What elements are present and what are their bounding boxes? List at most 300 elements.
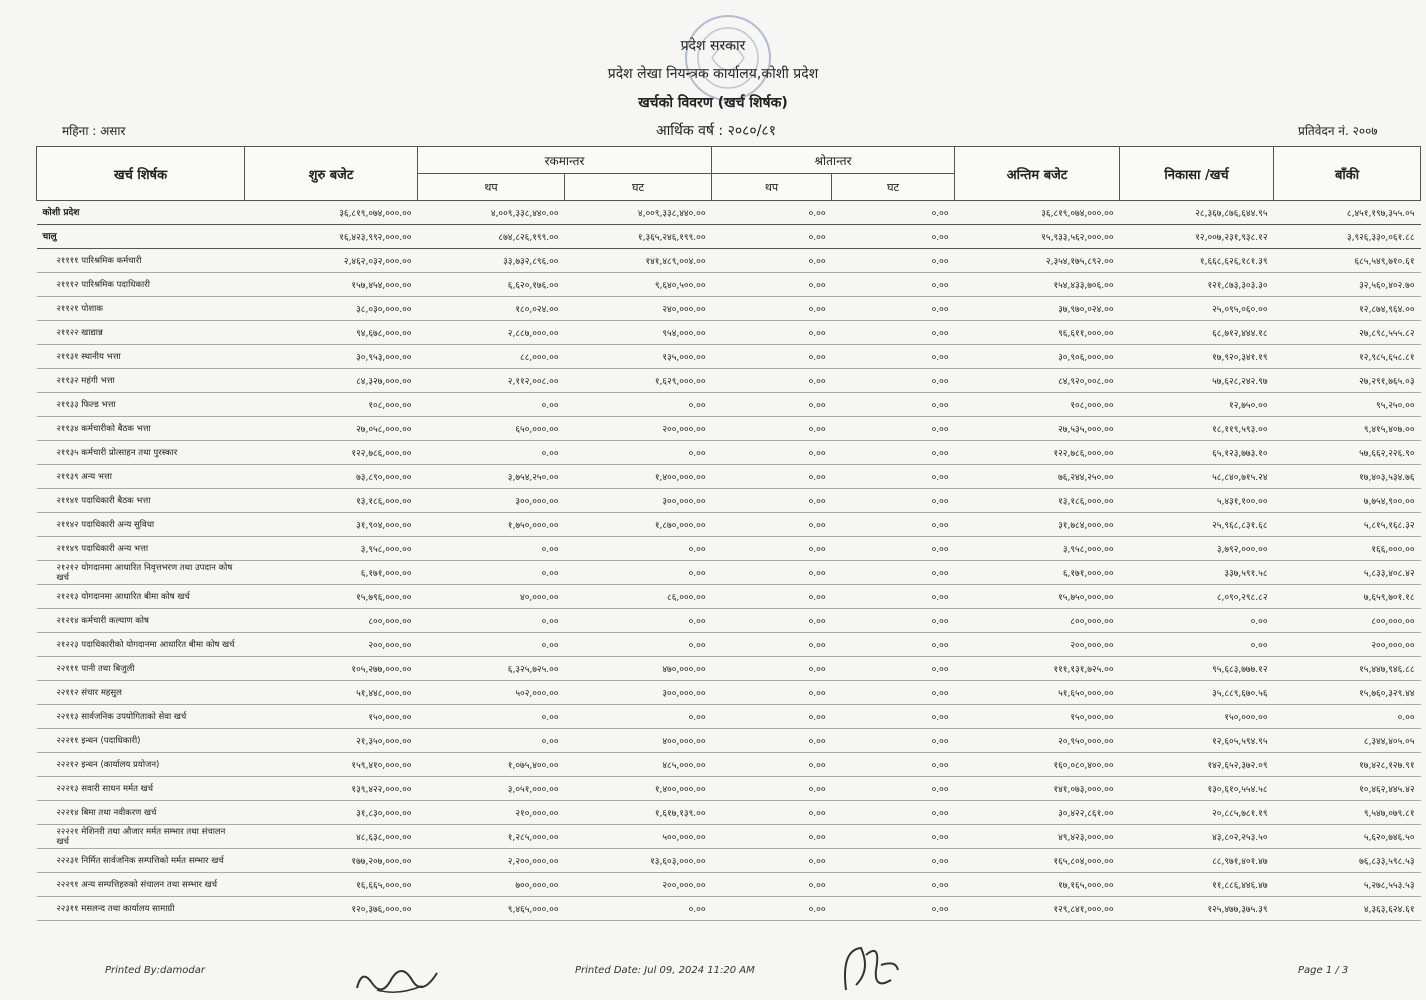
row-initial-budget: ३०,९५३,०००.००: [245, 345, 418, 369]
row-heading: २२२३१ निर्मित सार्वजनिक सम्पत्तिको मर्मत सम्भार खर्च: [37, 849, 245, 873]
row-source-reduce: ०.००: [832, 393, 955, 417]
row-balance: ८,३४४,४०५.०५: [1274, 729, 1421, 753]
col-heading: खर्च शिर्षक: [37, 147, 245, 201]
row-balance: ६८५,५४९,७१०.६१: [1274, 249, 1421, 273]
row-heading: २११२१ पोशाक: [37, 297, 245, 321]
row-transfer-add: ३००,०००.००: [418, 489, 565, 513]
row-source-add: ०.००: [712, 801, 832, 825]
row-final-budget: ९६,६११,०००.००: [955, 321, 1120, 345]
row-heading: २११३९ अन्य भत्ता: [37, 465, 245, 489]
row-initial-budget: १६,४२३,९९२,०००.००: [245, 225, 418, 249]
row-heading: २११४२ पदाधिकारी अन्य सुविधा: [37, 513, 245, 537]
row-initial-budget: १५०,०००.००: [245, 705, 418, 729]
row-source-reduce: ०.००: [832, 537, 955, 561]
row-transfer-reduce: ३००,०००.००: [565, 681, 712, 705]
row-transfer-add: ६,३२५,७२५.००: [418, 657, 565, 681]
row-source-add: ०.००: [712, 369, 832, 393]
row-final-budget: १२२,७८६,०००.००: [955, 441, 1120, 465]
row-transfer-reduce: ८६,०००.००: [565, 585, 712, 609]
row-heading: २२२१३ सवारी साधन मर्मत खर्च: [37, 777, 245, 801]
row-transfer-reduce: १,४००,०००.००: [565, 777, 712, 801]
row-release: १२,००७,२३१,९३८.१२: [1120, 225, 1274, 249]
row-initial-budget: १३,१८६,०००.००: [245, 489, 418, 513]
row-transfer-reduce: १,४००,०००.००: [565, 465, 712, 489]
row-final-budget: ७६,२४४,२५०.००: [955, 465, 1120, 489]
row-heading: २११४९ पदाधिकारी अन्य भत्ता: [37, 537, 245, 561]
row-initial-budget: ८००,०००.००: [245, 609, 418, 633]
row-transfer-reduce: ०.००: [565, 393, 712, 417]
row-balance: ९५,२५०.००: [1274, 393, 1421, 417]
row-source-reduce: ०.००: [832, 345, 955, 369]
row-heading: २११११ पारिश्रमिक कर्मचारी: [37, 249, 245, 273]
row-source-add: ०.००: [712, 873, 832, 897]
row-final-budget: ६,१७१,०००.००: [955, 561, 1120, 585]
row-release: ६५,१२३,७७३.१०: [1120, 441, 1274, 465]
row-source-add: ०.००: [712, 705, 832, 729]
row-transfer-add: १८०,०२४.००: [418, 297, 565, 321]
row-transfer-reduce: २४०,०००.००: [565, 297, 712, 321]
row-final-budget: १४१,०७३,०००.००: [955, 777, 1120, 801]
government-seal-icon: [682, 12, 774, 104]
table-row: [37, 681, 1421, 705]
col-source-reduce: घट: [832, 174, 955, 201]
row-transfer-add: ०.००: [418, 561, 565, 585]
row-heading: २११३३ फिल्ड भत्ता: [37, 393, 245, 417]
row-transfer-add: ०.००: [418, 705, 565, 729]
row-heading: २१२१४ कर्मचारी कल्याण कोष: [37, 609, 245, 633]
row-transfer-add: ६५०,०००.००: [418, 417, 565, 441]
row-release: ९५,६८३,७७७.१२: [1120, 657, 1274, 681]
row-initial-budget: १०५,२७७,०००.००: [245, 657, 418, 681]
row-source-add: ०.००: [712, 441, 832, 465]
row-source-reduce: ०.००: [832, 825, 955, 849]
row-release: ०.००: [1120, 633, 1274, 657]
row-initial-budget: २,४६२,०३२,०००.००: [245, 249, 418, 273]
row-source-reduce: ०.००: [832, 489, 955, 513]
signature-left: [352, 958, 442, 998]
row-source-reduce: ०.००: [832, 441, 955, 465]
row-transfer-add: ०.००: [418, 609, 565, 633]
row-source-reduce: ०.००: [832, 729, 955, 753]
table-row: [37, 321, 1421, 345]
row-release: ०.००: [1120, 609, 1274, 633]
row-release: ५,४३१,१००.००: [1120, 489, 1274, 513]
row-initial-budget: २००,०००.००: [245, 633, 418, 657]
table-row: [37, 393, 1421, 417]
table-row: [37, 729, 1421, 753]
row-transfer-reduce: ४८५,०००.००: [565, 753, 712, 777]
row-transfer-reduce: ९,६४०,५००.००: [565, 273, 712, 297]
table-row: [37, 609, 1421, 633]
row-transfer-add: १,०७५,४००.००: [418, 753, 565, 777]
row-release: २०,८८५,७८१.१९: [1120, 801, 1274, 825]
row-heading: २११३१ स्थानीय भत्ता: [37, 345, 245, 369]
col-balance: बाँकी: [1274, 147, 1421, 201]
row-initial-budget: ४८,६३८,०००.००: [245, 825, 418, 849]
row-balance: १२,९८५,६५८.८१: [1274, 345, 1421, 369]
row-source-add: ०.००: [712, 201, 832, 225]
row-source-reduce: ०.००: [832, 201, 955, 225]
row-final-budget: ८००,०००.००: [955, 609, 1120, 633]
row-transfer-reduce: १४१,४८९,००४.००: [565, 249, 712, 273]
row-initial-budget: ३६,८१९,०७४,०००.००: [245, 201, 418, 225]
row-balance: १२,८७४,९६४.००: [1274, 297, 1421, 321]
row-final-budget: १५४,४३३,७०६.००: [955, 273, 1120, 297]
row-source-add: ०.००: [712, 609, 832, 633]
row-source-add: ०.००: [712, 465, 832, 489]
row-source-reduce: ०.००: [832, 465, 955, 489]
row-release: १,६६८,६२६,१८१.३९: [1120, 249, 1274, 273]
row-initial-budget: ५१,४४८,०००.००: [245, 681, 418, 705]
row-final-budget: ३६,८१९,०७४,०००.००: [955, 201, 1120, 225]
row-heading: २२११२ संचार महसुल: [37, 681, 245, 705]
row-source-reduce: ०.००: [832, 561, 955, 585]
row-source-reduce: ०.००: [832, 249, 955, 273]
row-final-budget: ५१,६५०,०००.००: [955, 681, 1120, 705]
printed-by: Printed By:damodar: [105, 965, 205, 976]
row-initial-budget: ८४,३२७,०००.००: [245, 369, 418, 393]
row-transfer-reduce: ०.००: [565, 561, 712, 585]
row-final-budget: ३१,७८४,०००.००: [955, 513, 1120, 537]
row-transfer-add: ०.००: [418, 633, 565, 657]
row-release: ८,०९०,२९८.८२: [1120, 585, 1274, 609]
row-transfer-reduce: १,८७०,०००.००: [565, 513, 712, 537]
row-source-reduce: ०.००: [832, 273, 955, 297]
row-transfer-add: २,८८७,०००.००: [418, 321, 565, 345]
row-source-reduce: ०.००: [832, 369, 955, 393]
table-row: [37, 825, 1421, 849]
row-final-budget: १५०,०००.००: [955, 705, 1120, 729]
row-source-add: ०.००: [712, 513, 832, 537]
row-heading: २११३४ कर्मचारीको बैठक भत्ता: [37, 417, 245, 441]
row-initial-budget: ७३,८९०,०००.००: [245, 465, 418, 489]
signature-right: [836, 940, 906, 998]
row-transfer-add: ९,४६५,०००.००: [418, 897, 565, 921]
table-row: [37, 585, 1421, 609]
row-source-reduce: ०.००: [832, 225, 955, 249]
row-source-reduce: ०.००: [832, 801, 955, 825]
row-source-reduce: ०.००: [832, 633, 955, 657]
row-transfer-add: ०.००: [418, 729, 565, 753]
row-release: १२५,४७७,३७५.३९: [1120, 897, 1274, 921]
row-transfer-reduce: ०.००: [565, 441, 712, 465]
row-release: १५०,०००.००: [1120, 705, 1274, 729]
row-source-reduce: ०.००: [832, 585, 955, 609]
row-source-add: ०.००: [712, 777, 832, 801]
row-transfer-reduce: २००,०००.००: [565, 873, 712, 897]
row-balance: २७,८९८,५५५.८२: [1274, 321, 1421, 345]
row-final-budget: ३७,९७०,०२४.००: [955, 297, 1120, 321]
row-transfer-add: २,११२,००८.००: [418, 369, 565, 393]
row-transfer-add: ८८,०००.००: [418, 345, 565, 369]
row-heading: २१२१३ योगदानमा आधारित बीमा कोष खर्च: [37, 585, 245, 609]
row-balance: ५,८३३,४०८.४२: [1274, 561, 1421, 585]
row-balance: १७,४०३,५३४.७६: [1274, 465, 1421, 489]
row-transfer-reduce: ४,००९,३३८,४४०.००: [565, 201, 712, 225]
row-transfer-add: ४,००९,३३८,४४०.००: [418, 201, 565, 225]
row-source-add: ०.००: [712, 417, 832, 441]
row-initial-budget: २१,३५०,०००.००: [245, 729, 418, 753]
row-balance: ०.००: [1274, 705, 1421, 729]
row-final-budget: २,३५४,१७५,८९२.००: [955, 249, 1120, 273]
table-row: [37, 777, 1421, 801]
row-release: ८८,९७१,४०१.४७: [1120, 849, 1274, 873]
row-transfer-reduce: २००,०००.००: [565, 417, 712, 441]
col-release: निकासा /खर्च: [1120, 147, 1274, 201]
row-initial-budget: १२०,३७६,०००.००: [245, 897, 418, 921]
table-row: [37, 849, 1421, 873]
row-final-budget: १०८,०००.००: [955, 393, 1120, 417]
row-source-reduce: ०.००: [832, 681, 955, 705]
row-source-add: ०.००: [712, 681, 832, 705]
row-transfer-reduce: ०.००: [565, 633, 712, 657]
row-final-budget: १३,१८६,०००.००: [955, 489, 1120, 513]
row-release: ३३७,५९१.५८: [1120, 561, 1274, 585]
row-release: २५,९६८,८३१.६८: [1120, 513, 1274, 537]
header-report-title: खर्चको विवरण (खर्च शिर्षक): [638, 95, 788, 111]
row-release: १२१,८७३,३०३.३०: [1120, 273, 1274, 297]
row-heading: चालु: [37, 225, 245, 249]
row-final-budget: १५,९३३,५६२,०००.००: [955, 225, 1120, 249]
row-final-budget: ८४,९२०,००८.००: [955, 369, 1120, 393]
row-transfer-add: ३,०५१,०००.००: [418, 777, 565, 801]
table-row: [37, 561, 1421, 585]
row-final-budget: २००,०००.००: [955, 633, 1120, 657]
row-source-add: ०.००: [712, 321, 832, 345]
row-balance: ५,२७८,५५३.५३: [1274, 873, 1421, 897]
row-source-reduce: ०.००: [832, 753, 955, 777]
row-heading: २२२१२ इन्धन (कार्यालय प्रयोजन): [37, 753, 245, 777]
row-transfer-reduce: ९५४,०००.००: [565, 321, 712, 345]
row-final-budget: १२९,८४१,०००.००: [955, 897, 1120, 921]
row-balance: ८,४५१,१९७,३५५.०५: [1274, 201, 1421, 225]
row-initial-budget: ३१,८३०,०००.००: [245, 801, 418, 825]
row-initial-budget: ६,१७१,०००.००: [245, 561, 418, 585]
row-heading: २२११३ सार्वजनिक उपयोगिताको सेवा खर्च: [37, 705, 245, 729]
row-source-add: ०.००: [712, 897, 832, 921]
page-number: Page 1 / 3: [1298, 965, 1349, 976]
row-source-add: ०.००: [712, 585, 832, 609]
row-release: ११,८८६,४४६.४७: [1120, 873, 1274, 897]
row-release: ५७,६२८,२४२.९७: [1120, 369, 1274, 393]
row-balance: ३,९२६,३३०,०६१.८८: [1274, 225, 1421, 249]
table-row: [37, 513, 1421, 537]
col-transfer-add: थप: [418, 174, 565, 201]
col-transfer: रकमान्तर: [418, 147, 712, 174]
row-transfer-add: ८७४,८२६,१९९.००: [418, 225, 565, 249]
row-source-add: ०.००: [712, 393, 832, 417]
printed-date: Printed Date: Jul 09, 2024 11:20 AM: [575, 965, 755, 976]
row-heading: २२२११ इन्धन (पदाधिकारी): [37, 729, 245, 753]
row-heading: २११३५ कर्मचारी प्रोत्साहन तथा पुरस्कार: [37, 441, 245, 465]
row-heading: २११४१ पदाधिकारी बैठक भत्ता: [37, 489, 245, 513]
row-source-reduce: ०.००: [832, 321, 955, 345]
row-heading: २२१११ पानी तथा बिजुली: [37, 657, 245, 681]
row-heading: २११२२ खाद्यान्न: [37, 321, 245, 345]
row-transfer-add: १,२८५,०००.००: [418, 825, 565, 849]
row-source-add: ०.००: [712, 753, 832, 777]
row-balance: २७,२९१,७६५.०३: [1274, 369, 1421, 393]
row-final-budget: ३०,४२२,८६१.००: [955, 801, 1120, 825]
row-heading: २२२१४ बिमा तथा नवीकरण खर्च: [37, 801, 245, 825]
row-balance: १६६,०००.००: [1274, 537, 1421, 561]
row-transfer-reduce: ५००,०००.००: [565, 825, 712, 849]
col-initial-budget: शुरु बजेट: [245, 147, 418, 201]
row-heading: २२२९१ अन्य सम्पत्तिहरुको संचालन तथा सम्भार खर्च: [37, 873, 245, 897]
row-source-reduce: ०.००: [832, 897, 955, 921]
row-initial-budget: १६,६६५,०००.००: [245, 873, 418, 897]
table-row: [37, 417, 1421, 441]
row-initial-budget: १५९,४१०,०००.००: [245, 753, 418, 777]
row-balance: १७,४२८,१२७.९१: [1274, 753, 1421, 777]
row-transfer-reduce: १,६१७,१३९.००: [565, 801, 712, 825]
row-source-add: ०.००: [712, 849, 832, 873]
row-initial-budget: ३८,०३०,०००.००: [245, 297, 418, 321]
table-body: [37, 201, 1421, 921]
row-initial-budget: ३,९५८,०००.००: [245, 537, 418, 561]
row-release: १४२,६५२,३७२.०९: [1120, 753, 1274, 777]
row-release: १३०,६१०,५५४.५८: [1120, 777, 1274, 801]
expense-table: [36, 146, 1421, 921]
row-balance: ४,३६३,६२४.६१: [1274, 897, 1421, 921]
row-release: १२,७५०.००: [1120, 393, 1274, 417]
row-release: २५,०९५,०६०.००: [1120, 297, 1274, 321]
row-final-budget: १६५,८०४,०००.००: [955, 849, 1120, 873]
table-row: [37, 657, 1421, 681]
row-source-reduce: ०.००: [832, 873, 955, 897]
row-final-budget: १७,१६५,०००.००: [955, 873, 1120, 897]
row-final-budget: १११,१३१,७२५.००: [955, 657, 1120, 681]
row-transfer-add: ४०,०००.००: [418, 585, 565, 609]
table-row: [37, 753, 1421, 777]
row-heading: २२२२१ मेशिनरी तथा औजार मर्मत सम्भार तथा संचालन खर्च: [37, 825, 245, 849]
row-source-reduce: ०.००: [832, 417, 955, 441]
row-heading: २११३२ महंगी भत्ता: [37, 369, 245, 393]
row-balance: ५,८१५,१६८.३२: [1274, 513, 1421, 537]
row-source-reduce: ०.००: [832, 609, 955, 633]
row-balance: २००,०००.००: [1274, 633, 1421, 657]
row-transfer-reduce: ४७०,०००.००: [565, 657, 712, 681]
row-initial-budget: १३९,४२२,०००.००: [245, 777, 418, 801]
row-release: १८,११९,५९३.००: [1120, 417, 1274, 441]
row-transfer-reduce: ३००,०००.००: [565, 489, 712, 513]
header-government: प्रदेश सरकार: [680, 38, 746, 54]
row-balance: ७६,८३३,५९८.५३: [1274, 849, 1421, 873]
row-source-add: ०.००: [712, 825, 832, 849]
table-row: [37, 369, 1421, 393]
row-initial-budget: १०८,०००.००: [245, 393, 418, 417]
row-final-budget: ४९,४२३,०००.००: [955, 825, 1120, 849]
row-initial-budget: ३१,९०४,०००.००: [245, 513, 418, 537]
row-source-add: ०.००: [712, 561, 832, 585]
row-release: ५८,८४०,७१५.२४: [1120, 465, 1274, 489]
col-transfer-reduce: घट: [565, 174, 712, 201]
row-source-reduce: ०.००: [832, 297, 955, 321]
row-source-add: ०.००: [712, 345, 832, 369]
table-row: [37, 345, 1421, 369]
row-final-budget: ३,९५८,०००.००: [955, 537, 1120, 561]
row-source-add: ०.००: [712, 537, 832, 561]
row-transfer-add: २१०,०००.००: [418, 801, 565, 825]
row-source-add: ०.००: [712, 633, 832, 657]
row-source-reduce: ०.००: [832, 777, 955, 801]
month-label: महिना : असार: [62, 124, 126, 138]
row-source-reduce: ०.००: [832, 657, 955, 681]
row-heading: २१२१२ योगदानमा आधारित निवृत्तभरण तथा उपदान कोष खर्च: [37, 561, 245, 585]
row-transfer-add: ३,७५४,२५०.००: [418, 465, 565, 489]
row-balance: ७,६५९,७०१.१८: [1274, 585, 1421, 609]
row-final-budget: २७,५३५,०००.००: [955, 417, 1120, 441]
header-office: प्रदेश लेखा नियन्त्रक कार्यालय,कोशी प्रदेश: [607, 66, 819, 82]
row-heading: २१११२ पारिश्रमिक पदाधिकारी: [37, 273, 245, 297]
col-final-budget: अन्तिम बजेट: [955, 147, 1120, 201]
row-final-budget: १५,७५०,०००.००: [955, 585, 1120, 609]
row-balance: ७,७५४,९००.००: [1274, 489, 1421, 513]
row-release: १२,६०५,५९४.९५: [1120, 729, 1274, 753]
row-transfer-add: ०.००: [418, 393, 565, 417]
row-transfer-reduce: ०.००: [565, 705, 712, 729]
row-transfer-add: ६,६२०,१७६.००: [418, 273, 565, 297]
row-transfer-add: ७००,०००.००: [418, 873, 565, 897]
fiscal-year-label: आर्थिक वर्ष : २०८०/८१: [656, 123, 776, 139]
row-source-add: ०.००: [712, 729, 832, 753]
row-release: २८,३६७,८७६,६४४.९५: [1120, 201, 1274, 225]
row-source-add: ०.००: [712, 657, 832, 681]
row-balance: ९,५४७,०७९.८१: [1274, 801, 1421, 825]
row-source-add: ०.००: [712, 249, 832, 273]
table-row: [37, 225, 1421, 249]
row-release: ६८,७१२,४४४.१८: [1120, 321, 1274, 345]
col-source-add: थप: [712, 174, 832, 201]
row-source-add: ०.००: [712, 273, 832, 297]
row-release: ३५,८८९,६७०.५६: [1120, 681, 1274, 705]
row-transfer-add: ०.००: [418, 537, 565, 561]
row-source-reduce: ०.००: [832, 849, 955, 873]
report-number: प्रतिवेदन नं. २००७: [1298, 124, 1378, 138]
row-transfer-add: ०.००: [418, 441, 565, 465]
row-release: १७,९२०,३४१.१९: [1120, 345, 1274, 369]
row-transfer-reduce: ०.००: [565, 609, 712, 633]
row-initial-budget: ९४,६७८,०००.००: [245, 321, 418, 345]
row-transfer-add: २,२००,०००.००: [418, 849, 565, 873]
row-transfer-reduce: ०.००: [565, 897, 712, 921]
row-final-budget: २०,९५०,०००.००: [955, 729, 1120, 753]
table-row: [37, 465, 1421, 489]
row-balance: १०,४६२,४४५.४२: [1274, 777, 1421, 801]
table-row: [37, 297, 1421, 321]
row-transfer-add: ३३,७३२,८९६.००: [418, 249, 565, 273]
row-heading: कोशी प्रदेश: [37, 201, 245, 225]
col-source-transfer: श्रोतान्तर: [712, 147, 955, 174]
row-transfer-reduce: ४००,०००.००: [565, 729, 712, 753]
table-row: [37, 441, 1421, 465]
table-row: [37, 201, 1421, 225]
row-final-budget: १६०,०८०,४००.००: [955, 753, 1120, 777]
row-source-reduce: ०.००: [832, 513, 955, 537]
row-heading: २१२२३ पदाधिकारीको योगदानमा आधारित बीमा कोष खर्च: [37, 633, 245, 657]
row-balance: ३२,५६०,४०२.७०: [1274, 273, 1421, 297]
row-balance: १५,७६०,३२९.४४: [1274, 681, 1421, 705]
row-balance: ८००,०००.००: [1274, 609, 1421, 633]
row-transfer-reduce: ०.००: [565, 537, 712, 561]
row-initial-budget: १७७,२०७,०००.००: [245, 849, 418, 873]
table-row: [37, 873, 1421, 897]
row-source-add: ०.००: [712, 489, 832, 513]
row-transfer-reduce: १,३६५,२४६,१९९.००: [565, 225, 712, 249]
row-release: ४३,८०२,२५३.५०: [1120, 825, 1274, 849]
row-balance: ५,६२०,७४६.५०: [1274, 825, 1421, 849]
row-source-add: ०.००: [712, 297, 832, 321]
